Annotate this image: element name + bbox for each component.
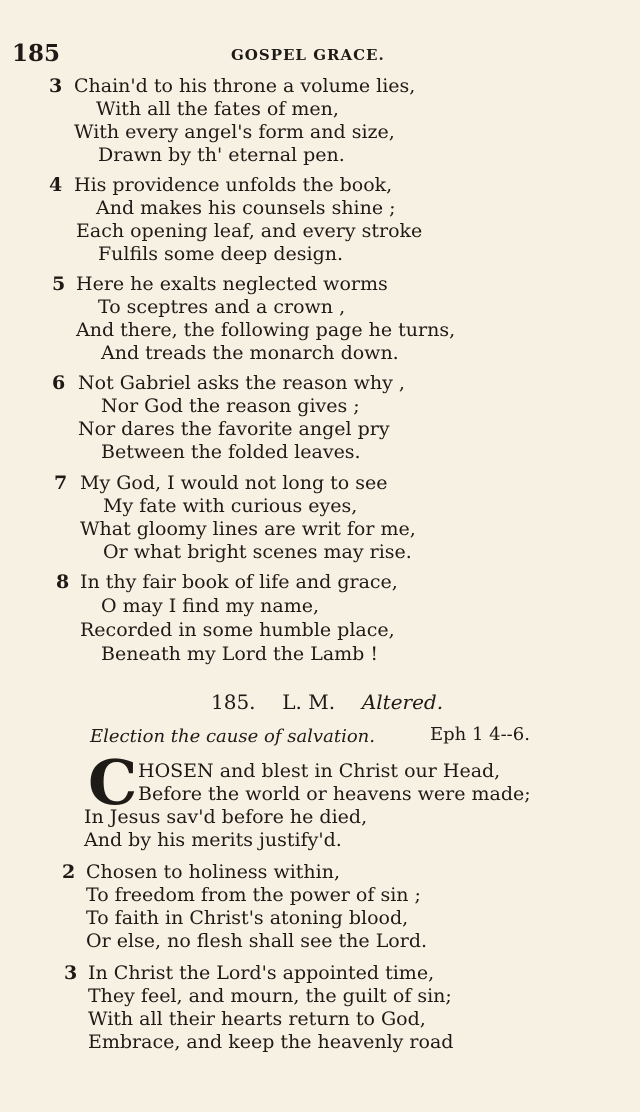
verse-line: Or else, no flesh shall see the Lord. <box>86 930 428 952</box>
verse-line: His providence unfolds the book, <box>74 174 393 196</box>
page-title: GOSPEL GRACE. <box>231 46 385 64</box>
hymn-meter: L. M. <box>282 690 336 714</box>
verse-line: Here he exalts neglected worms <box>76 273 388 295</box>
verse-line: Nor dares the favorite angel pry <box>78 418 390 440</box>
verse-line: Fulfils some deep design. <box>98 243 344 265</box>
hymn-altered-note: Altered. <box>361 690 444 714</box>
verse-number-4: 4 <box>49 174 63 196</box>
verse-line: Chain'd to his throne a volume lies, <box>74 75 416 97</box>
verse-number-5: 5 <box>52 273 66 295</box>
verse-line: Chosen to holiness within, <box>86 861 341 883</box>
verse-number-3: 3 <box>49 75 63 97</box>
verse-line: They feel, and mourn, the guilt of sin; <box>88 985 452 1007</box>
drop-cap: C <box>88 746 138 819</box>
verse-line: My fate with curious eyes, <box>103 495 358 517</box>
verse-line: With every angel's form and size, <box>74 121 395 143</box>
verse-line: And by his merits justify'd. <box>84 829 342 851</box>
verse-line: In Jesus sav'd before he died, <box>84 806 368 828</box>
verse-line: With all their hearts return to God, <box>88 1008 426 1030</box>
verse-line: Between the folded leaves. <box>101 441 361 463</box>
verse-line: Beneath my Lord the Lamb ! <box>101 643 379 665</box>
verse-line: Or what bright scenes may rise. <box>103 541 412 563</box>
verse-line: HOSEN and blest in Christ our Head, <box>138 760 501 782</box>
hymn-subtitle: Election the cause of salvation. <box>90 726 375 747</box>
verse-line: In Christ the Lord's appointed time, <box>88 962 435 984</box>
verse-number-8: 8 <box>56 571 70 593</box>
hymn-number: 185. <box>211 690 256 714</box>
verse-number-6: 6 <box>52 372 66 394</box>
verse-line: To sceptres and a crown , <box>98 296 346 318</box>
verse-number-3: 3 <box>64 962 78 984</box>
verse-line: To faith in Christ's atoning blood, <box>86 907 409 929</box>
verse-number-2: 2 <box>62 861 76 883</box>
verse-line: Nor God the reason gives ; <box>101 395 360 417</box>
verse-line: In thy fair book of life and grace, <box>80 571 398 593</box>
scripture-reference: Eph 1 4--6. <box>430 724 530 745</box>
verse-line: Embrace, and keep the heavenly road <box>88 1031 454 1053</box>
verse-line: Not Gabriel asks the reason why , <box>78 372 405 394</box>
verse-line: To freedom from the power of sin ; <box>86 884 421 906</box>
verse-line: Before the world or heavens were made; <box>138 783 531 805</box>
verse-line: Drawn by th' eternal pen. <box>98 144 345 166</box>
verse-line: Recorded in some humble place, <box>80 619 395 641</box>
page-number: 185 <box>12 40 61 67</box>
verse-line: With all the fates of men, <box>96 98 339 120</box>
hymn-heading <box>211 690 443 714</box>
verse-line: And treads the monarch down. <box>101 342 399 364</box>
verse-line: O may I find my name, <box>101 595 320 617</box>
verse-line: Each opening leaf, and every stroke <box>76 220 423 242</box>
verse-number-7: 7 <box>54 472 68 494</box>
verse-line: And makes his counsels shine ; <box>96 197 396 219</box>
verse-line: And there, the following page he turns, <box>76 319 456 341</box>
verse-line: My God, I would not long to see <box>80 472 388 494</box>
verse-line: What gloomy lines are writ for me, <box>80 518 416 540</box>
